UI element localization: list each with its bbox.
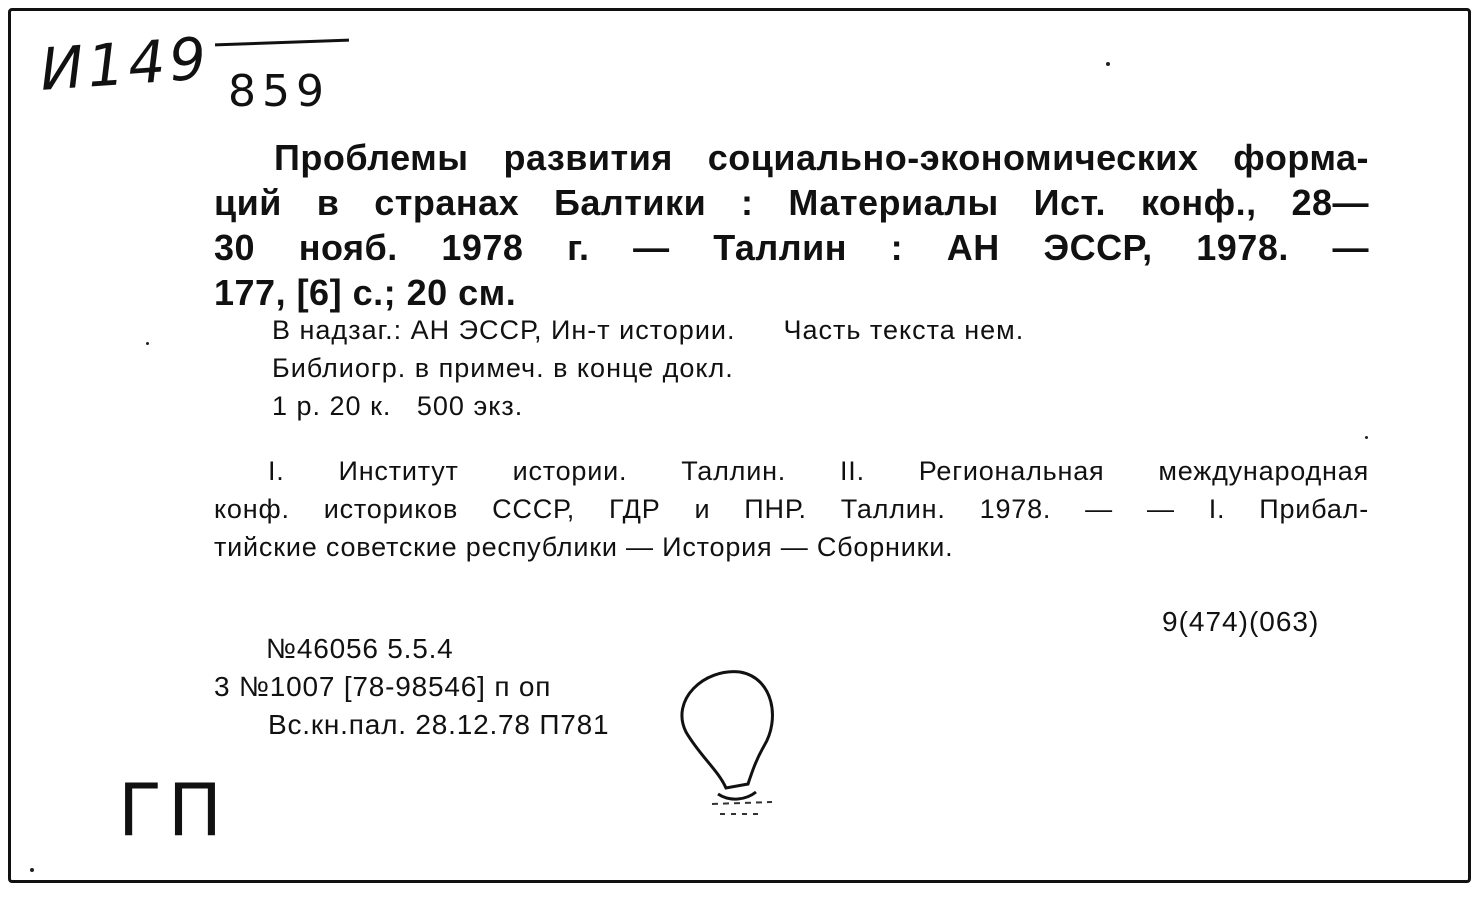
description-line: Проблемы развития социально-экономических форма- (274, 137, 1369, 178)
note-price-copies: 1 р. 20 к. 500 экз. (272, 391, 524, 421)
classification-index: 9(474)(063) (1162, 606, 1320, 637)
speck (1106, 62, 1110, 66)
bulb-stamp-icon (660, 660, 800, 820)
note-line (272, 311, 1024, 349)
note-head-title: В надзаг.: АН ЭССР, Ин-т истории. (272, 315, 736, 345)
speck (30, 868, 34, 872)
handwritten-shelfmark: И149 (37, 24, 213, 104)
speck (146, 342, 149, 345)
handwritten-corner-mark: ГП (118, 768, 229, 852)
added-entry-line: конф. историков СССР, ГДР и ПНР. Таллин. 1978. — — I. Прибал- (214, 494, 1369, 524)
description-line: ций в странах Балтики : Материалы Ист. конф., 28— (214, 182, 1369, 223)
description-line: 177, [6] с.; 20 см. (214, 272, 517, 313)
note-bibliography: Библиогр. в примеч. в конце докл. (272, 353, 734, 383)
added-entries (214, 452, 1369, 566)
registration-line: 3 №1007 [78-98546] п оп (214, 671, 552, 702)
notes-area (272, 311, 1024, 425)
bibliographic-description (214, 135, 1369, 315)
note-language: Часть текста нем. (783, 315, 1025, 345)
added-entry-line: I. Институт истории. Таллин. II. Региональная международная (268, 456, 1369, 486)
description-line: 30 нояб. 1978 г. — Таллин : АН ЭССР, 1978. — (214, 227, 1369, 268)
registration-data (214, 630, 609, 744)
added-entry-line: тийские советские республики — История — Сборники. (214, 532, 954, 562)
speck (1365, 436, 1368, 439)
registration-line: №46056 5.5.4 (266, 633, 454, 664)
registration-line: Вс.кн.пал. 28.12.78 П781 (268, 709, 610, 740)
handwritten-shelf-number: 859 (228, 66, 330, 117)
